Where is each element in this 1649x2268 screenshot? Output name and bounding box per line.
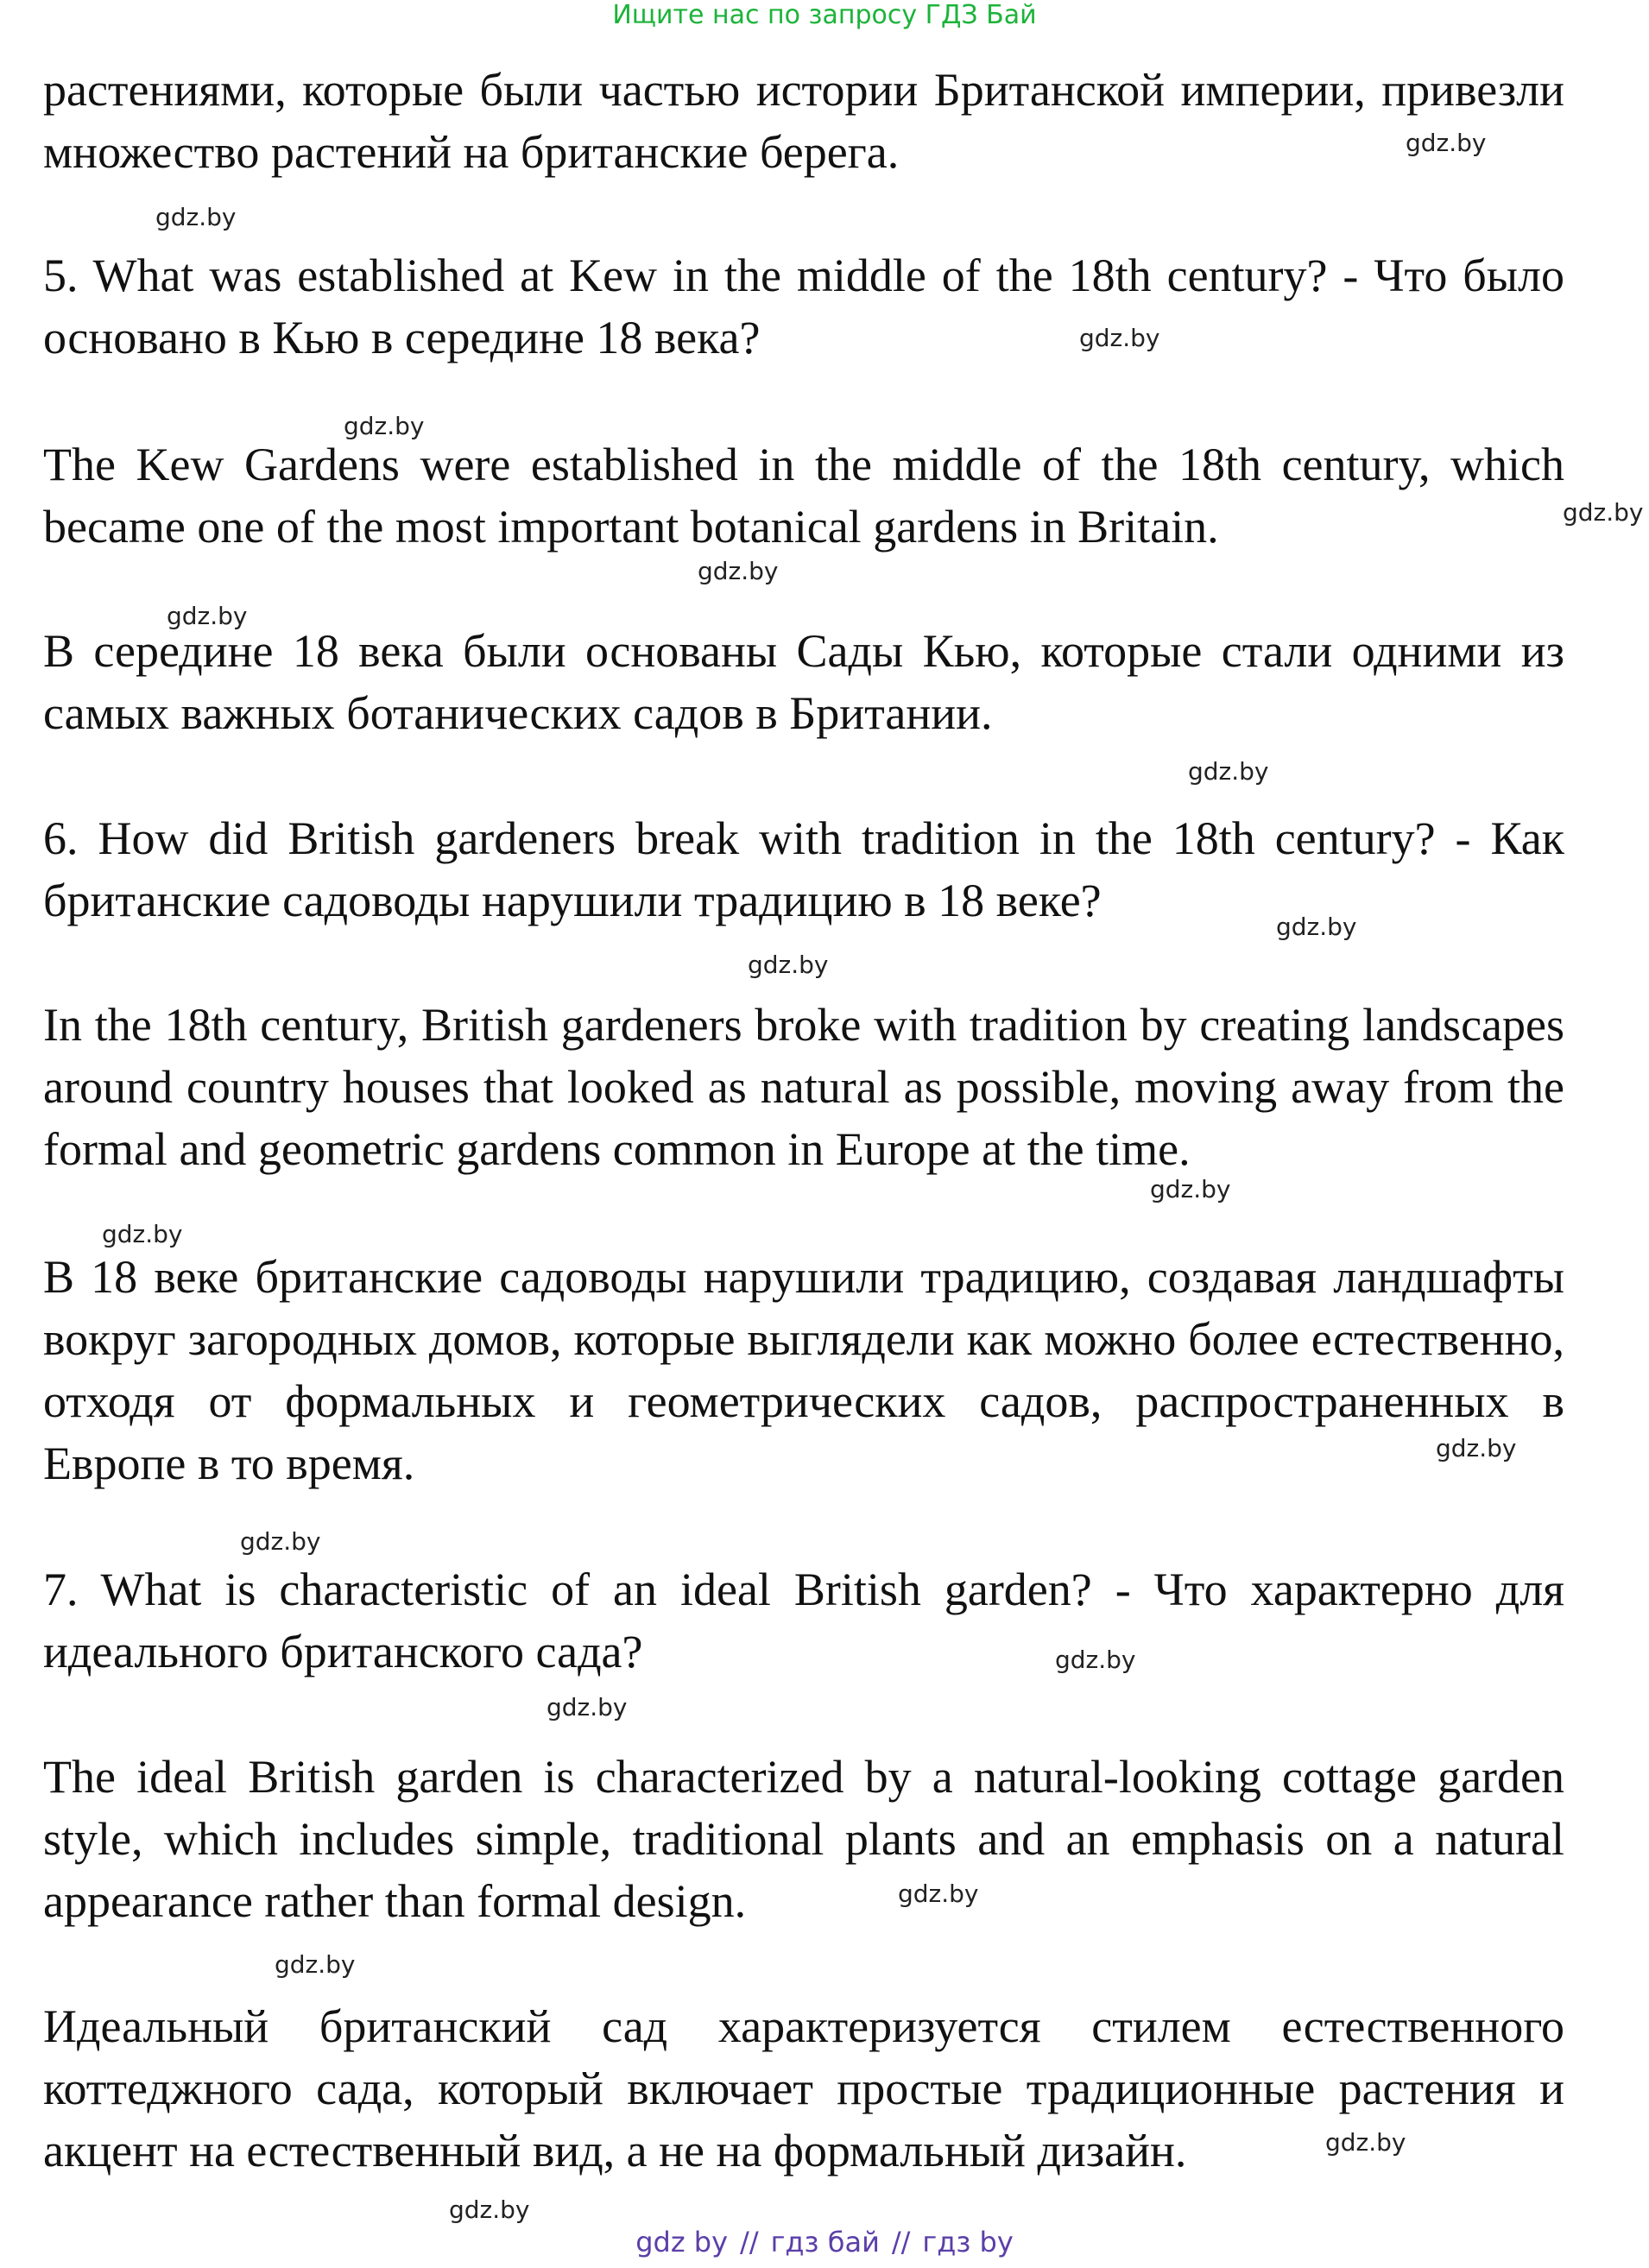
watermark: gdz.by <box>102 1220 183 1248</box>
watermark: gdz.by <box>1325 2128 1406 2157</box>
footer-links <box>0 2226 1649 2259</box>
watermark: gdz.by <box>1436 1434 1517 1463</box>
answer-5-english: The Kew Gardens were established in the middle of the 18th century, which became one of the most important botanical gardens in Britain. <box>43 439 1564 553</box>
footer-link-gdz-by-ru[interactable]: гдз by <box>922 2226 1014 2259</box>
footer-link-gdz-bai[interactable]: гдз бай <box>770 2226 880 2259</box>
question-5: 5. What was established at Kew in the middle of the 18th century? - Что было основано в Кью в середине 18 века? <box>43 250 1564 363</box>
question-6: 6. How did British gardeners break with tradition in the 18th century? - Как британские садоводы нарушили традицию в 18 веке? <box>43 812 1564 926</box>
footer-separator: // <box>740 2226 759 2259</box>
watermark: gdz.by <box>167 602 248 630</box>
answer-6-english: In the 18th century, British gardeners broke with tradition by creating landscapes around country houses that looked as natural as possible, moving away from the formal and geometric gardens common in Europe at the time. <box>43 999 1564 1175</box>
search-hint-link[interactable]: Ищите нас по запросу ГДЗ Бай <box>612 0 1037 30</box>
answer-6-russian: В 18 веке британские садоводы нарушили традицию, создавая ландшафты вокруг загородных домов, которые выглядели как можно более естественно, отходя от формальных и геометрических садов, распространенных в Европе в то время. <box>43 1251 1564 1489</box>
watermark: gdz.by <box>1563 498 1644 527</box>
watermark: gdz.by <box>344 412 425 440</box>
answer-7-english: The ideal British garden is characterized by a natural-looking cottage garden style, which includes simple, traditional plants and an emphasis on a natural appearance rather than formal design. <box>43 1751 1564 1927</box>
watermark: gdz.by <box>698 557 779 585</box>
question-7: 7. What is characteristic of an ideal British garden? - Что характерно для идеального британского сада? <box>43 1564 1564 1677</box>
watermark: gdz.by <box>1276 913 1357 941</box>
watermark: gdz.by <box>1150 1175 1231 1203</box>
footer-link-gdz-by[interactable]: gdz by <box>635 2226 729 2259</box>
answer-5-russian: В середине 18 века были основаны Сады Кью, которые стали одними из самых важных ботанических садов в Британии. <box>43 625 1564 739</box>
watermark: gdz.by <box>240 1527 321 1556</box>
watermark: gdz.by <box>275 1950 356 1979</box>
watermark: gdz.by <box>1406 129 1487 157</box>
watermark: gdz.by <box>547 1693 628 1722</box>
watermark: gdz.by <box>1188 757 1269 786</box>
watermark: gdz.by <box>1079 324 1160 352</box>
watermark: gdz.by <box>155 203 237 231</box>
watermark: gdz.by <box>748 951 829 979</box>
paragraph-intro-continuation: растениями, которые были частью истории Британской империи, привезли множество растений на британские берега. <box>43 64 1564 178</box>
answer-7-russian: Идеальный британский сад характеризуется стилем естественного коттеджного сада, который включает простые традиционные растения и акцент на естественный вид, а не на формальный дизайн. <box>43 2000 1564 2176</box>
footer-separator: // <box>891 2226 911 2259</box>
watermark: gdz.by <box>449 2195 530 2224</box>
watermark: gdz.by <box>898 1879 979 1908</box>
watermark: gdz.by <box>1055 1646 1136 1674</box>
